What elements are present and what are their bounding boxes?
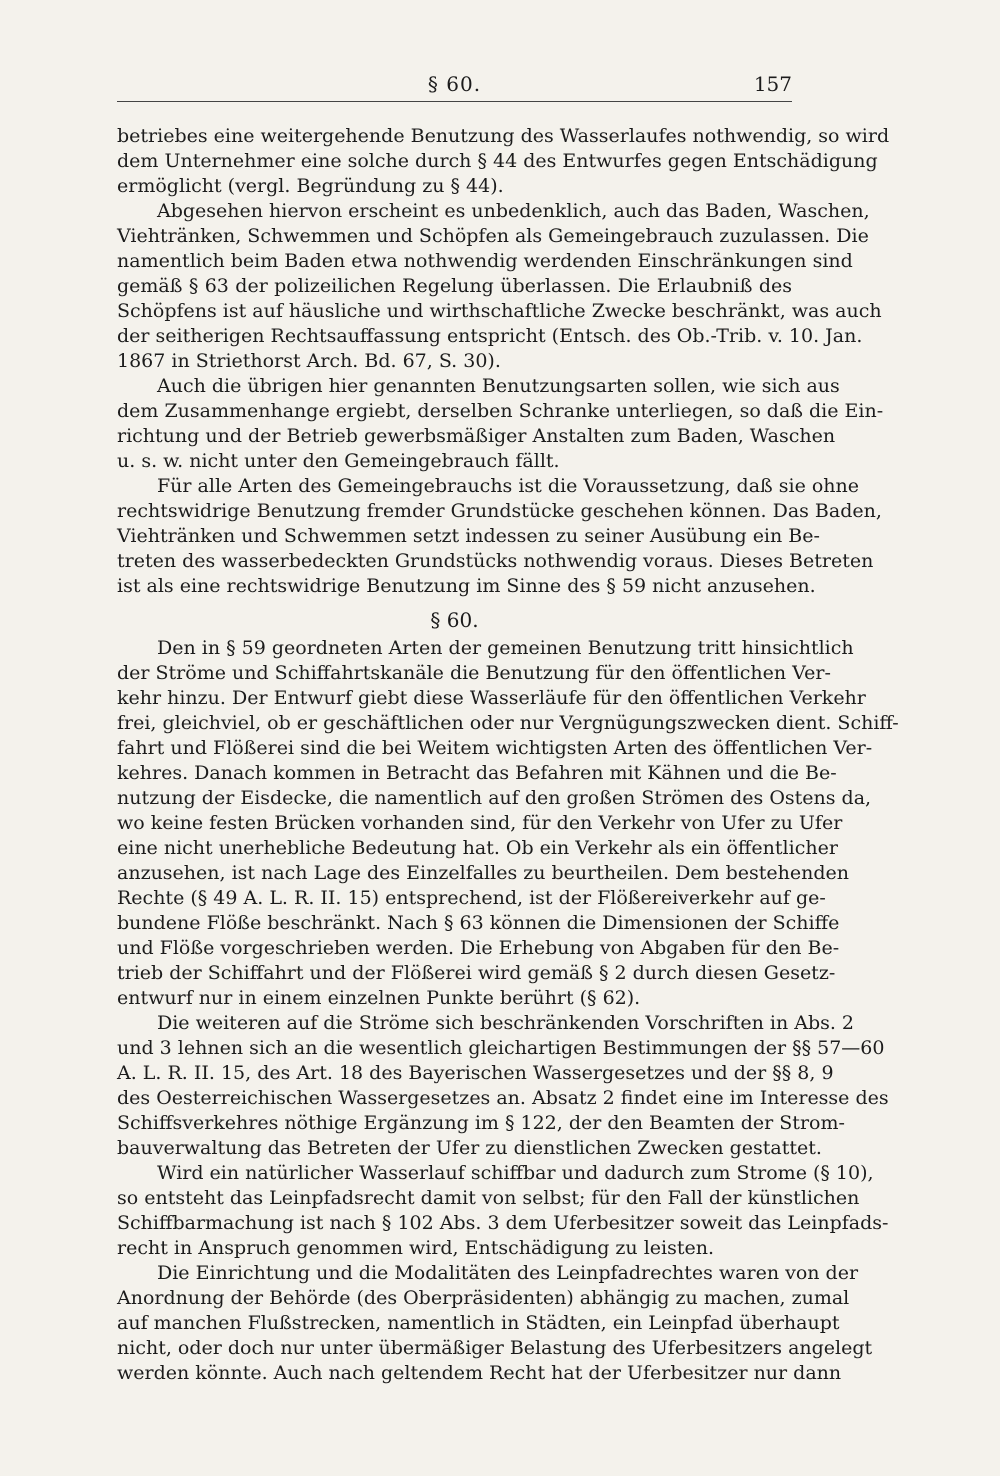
text-line: eine nicht unerhebliche Bedeutung hat. Ob ein Verkehr als ein öffentlicher (117, 837, 838, 859)
text-line: der Ströme und Schiffahrtskanäle die Benutzung für den öffentlichen Ver- (117, 662, 831, 684)
text-line: so entsteht das Leinpfadsrecht damit von selbst; für den Fall der künstlichen (117, 1187, 860, 1209)
text-line: Schiffsverkehres nöthige Ergänzung im § 122, der den Beamten der Strom- (117, 1112, 845, 1134)
text-line: dem Unternehmer eine solche durch § 44 des Entwurfes gegen Entschädigung (117, 150, 878, 172)
text-line: wo keine festen Brücken vorhanden sind, für den Verkehr von Ufer zu Ufer (117, 812, 843, 834)
text-line: A. L. R. II. 15, des Art. 18 des Bayerischen Wassergesetzes und der §§ 8, 9 (117, 1062, 834, 1084)
text-line: 1867 in Striethorst Arch. Bd. 67, S. 30). (117, 350, 501, 372)
text-block-section-60 (117, 636, 899, 1386)
text-line: betriebes eine weitergehende Benutzung des Wasserlaufes nothwendig, so wird (117, 125, 890, 147)
text-line: trieb der Schiffahrt und der Flößerei wird gemäß § 2 durch diesen Gesetz- (117, 962, 836, 984)
text-line: treten des wasserbedeckten Grundstücks nothwendig voraus. Dieses Betreten (117, 550, 874, 572)
text-line: bundene Flöße beschränkt. Nach § 63 können die Dimensionen der Schiffe (117, 912, 840, 934)
text-line: entwurf nur in einem einzelnen Punkte berührt (§ 62). (117, 987, 641, 1009)
text-block-section-59 (117, 124, 890, 599)
text-line: der seitherigen Rechtsauffassung entspricht (Entsch. des Ob.-Trib. v. 10. Jan. (117, 325, 863, 347)
text-line: Für alle Arten des Gemeingebrauchs ist die Voraussetzung, daß sie ohne (157, 475, 860, 497)
header-rule (117, 101, 792, 102)
text-line: ist als eine rechtswidrige Benutzung im Sinne des § 59 nicht anzusehen. (117, 575, 816, 597)
text-line: frei, gleichviel, ob er geschäftlichen oder nur Vergnügungszwecken dient. Schiff- (117, 712, 899, 734)
page-number: 157 (753, 72, 792, 96)
text-line: werden könnte. Auch nach geltendem Recht hat der Uferbesitzer nur dann (117, 1362, 842, 1384)
text-line: u. s. w. nicht unter den Gemeingebrauch fällt. (117, 450, 560, 472)
text-line: Wird ein natürlicher Wasserlauf schiffbar und dadurch zum Strome (§ 10), (157, 1162, 874, 1184)
text-line: Viehtränken und Schwemmen setzt indessen zu seiner Ausübung ein Be- (117, 525, 820, 547)
text-line: bauverwaltung das Betreten der Ufer zu dienstlichen Zwecken gestattet. (117, 1137, 822, 1159)
text-line: namentlich beim Baden etwa nothwendig werdenden Einschränkungen sind (117, 250, 853, 272)
text-line: Die Einrichtung und die Modalitäten des Leinpfadrechtes waren von der (157, 1262, 859, 1284)
running-head (117, 72, 792, 102)
text-line: recht in Anspruch genommen wird, Entschädigung zu leisten. (117, 1237, 715, 1259)
text-line: und 3 lehnen sich an die wesentlich gleichartigen Bestimmungen der §§ 57—60 (117, 1037, 885, 1059)
text-line: auf manchen Flußstrecken, namentlich in Städten, ein Leinpfad überhaupt (117, 1312, 840, 1334)
text-line: dem Zusammenhange ergiebt, derselben Schranke unterliegen, so daß die Ein- (117, 400, 884, 422)
text-line: Auch die übrigen hier genannten Benutzungsarten sollen, wie sich aus (157, 375, 840, 397)
text-line: Abgesehen hiervon erscheint es unbedenklich, auch das Baden, Waschen, (157, 200, 870, 222)
section-heading: § 60. (430, 608, 479, 632)
text-line: rechtswidrige Benutzung fremder Grundstücke geschehen können. Das Baden, (117, 500, 882, 522)
text-line: richtung und der Betrieb gewerbsmäßiger Anstalten zum Baden, Waschen (117, 425, 836, 447)
text-line: anzusehen, ist nach Lage des Einzelfalles zu beurtheilen. Dem bestehenden (117, 862, 850, 884)
body-text (117, 124, 899, 1386)
text-line: kehres. Danach kommen in Betracht das Befahren mit Kähnen und die Be- (117, 762, 837, 784)
text-line: des Oesterreichischen Wassergesetzes an. Absatz 2 findet eine im Interesse des (117, 1087, 889, 1109)
text-line: fahrt und Flößerei sind die bei Weitem wichtigsten Arten des öffentlichen Ver- (117, 737, 873, 759)
text-line: ermöglicht (vergl. Begründung zu § 44). (117, 175, 504, 197)
text-line: Schöpfens ist auf häusliche und wirthschaftliche Zwecke beschränkt, was auch (117, 300, 882, 322)
text-line: Rechte (§ 49 A. L. R. II. 15) entsprechend, ist der Flößereiverkehr auf ge- (117, 887, 826, 909)
text-line: nicht, oder doch nur unter übermäßiger Belastung des Uferbesitzers angelegt (117, 1337, 873, 1359)
text-line: gemäß § 63 der polizeilichen Regelung überlassen. Die Erlaubniß des (117, 275, 792, 297)
text-line: Anordnung der Behörde (des Oberpräsidenten) abhängig zu machen, zumal (117, 1287, 850, 1309)
text-line: nutzung der Eisdecke, die namentlich auf den großen Strömen des Ostens da, (117, 787, 872, 809)
text-line: Viehtränken, Schwemmen und Schöpfen als Gemeingebrauch zuzulassen. Die (117, 225, 869, 247)
text-line: kehr hinzu. Der Entwurf giebt diese Wasserläufe für den öffentlichen Verkehr (117, 687, 866, 709)
text-line: Die weiteren auf die Ströme sich beschränkenden Vorschriften in Abs. 2 (157, 1012, 855, 1034)
running-head-section: § 60. (427, 72, 482, 96)
text-line: Schiffbarmachung ist nach § 102 Abs. 3 dem Uferbesitzer soweit das Leinpfads- (117, 1212, 889, 1234)
text-line: Den in § 59 geordneten Arten der gemeinen Benutzung tritt hinsichtlich (157, 637, 854, 659)
text-line: und Flöße vorgeschrieben werden. Die Erhebung von Abgaben für den Be- (117, 937, 840, 959)
